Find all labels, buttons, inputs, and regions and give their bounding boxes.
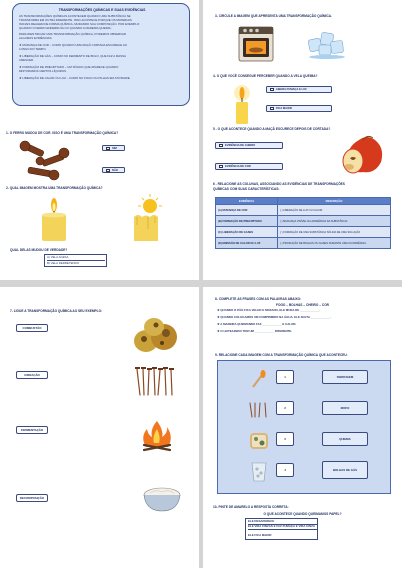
question-10-prompt: O QUE ACONTECE QUANDO QUEIMAMOS PAPEL? <box>263 512 342 516</box>
q2-option-b[interactable]: B) VELA DERRETENDO <box>47 261 79 265</box>
label-fermentacao[interactable]: FERMENTAÇÃO <box>16 426 48 434</box>
intro-text-5: PARA IDENTIFICAR UMA TRANSFORMAÇÃO QUÍMICA, PODEMOS OBSERVAR <box>19 32 126 36</box>
rusty-bolts-image <box>18 139 76 185</box>
evidence-item-1b: LONGO DO TEMPO. <box>19 47 47 51</box>
number-box-4[interactable]: 4 <box>276 463 294 477</box>
checkbox[interactable] <box>219 144 223 147</box>
word-label-bolhas: BOLHAS DE GÁS <box>332 468 358 472</box>
label-decomposicao[interactable]: DECOMPOSIÇÃO <box>16 494 48 502</box>
q10-option-2[interactable]: ELE VIRA CINZAS E FAZ FUMAÇA E VIRA CINZA <box>248 525 317 530</box>
sentence-2[interactable]: ★ QUANDO COLOCAMOS UM COMPRIMIDO NA ÁGUA, ELE SOLTA ____________. <box>217 315 331 319</box>
word-box-queima[interactable]: QUEIMA <box>322 432 368 446</box>
melting-ice-image <box>307 29 347 59</box>
option-label: LIBERA FUMAÇA E LUZ <box>276 88 307 91</box>
intro-text-1: AS TRANSFORMAÇÕES QUÍMICAS ACONTECEM QUANDO UMA SUBSTÂNCIA SE <box>19 14 131 18</box>
checkbox[interactable] <box>106 169 110 172</box>
table-header-evidence: EVIDÊNCIA <box>216 198 278 205</box>
q2-options-box <box>44 254 107 267</box>
checkbox[interactable] <box>219 165 223 168</box>
checkbox[interactable] <box>270 107 274 110</box>
intro-text-3: INICIAIS REAGEM DE FORMA QUÍMICA, MUDANDO SUA COMPOSIÇÃO. POR EXEMPLO: <box>19 22 140 26</box>
number-box-1[interactable]: 1 <box>276 370 294 384</box>
sentence-1[interactable]: ★ QUANDO O PÃO FICA VELHO E MOFADO, ELE MUDA DE ____________. <box>217 308 321 312</box>
label-oxidacao[interactable]: OXIDAÇÃO <box>16 371 48 379</box>
option-label: FICA MAIOR <box>276 107 292 110</box>
intro-text-4: QUANDO O FERRO ENFERRUJA OU QUANDO A MADEIRA QUEIMA. <box>19 26 112 30</box>
evidence-item-2a: ★ LIBERAÇÃO DE GÁS – COMO NO FERMENTO DE BOLO, QUE FAZ A MASSA <box>19 54 126 58</box>
table-cell-evidence: (C) LIBERAÇÃO DE GASES <box>216 227 278 238</box>
option-label: NÃO <box>112 169 118 172</box>
candle-image <box>231 84 253 124</box>
lit-match-image <box>250 369 266 389</box>
table-cell-evidence: (D) EMISSÃO DE CALOR OU LUZ <box>216 238 278 249</box>
worksheet-page-2 <box>203 0 402 280</box>
table-cell-description[interactable]: ( ) PRODUÇÃO DE BOLHAS OU GASES DURANTE UMA OCORRÊNCIA. <box>278 238 391 249</box>
option-label: EVIDÊNCIA DE CHEIRO <box>225 144 256 147</box>
yogurt-bowl-image <box>142 483 182 513</box>
table-cell-description[interactable]: ( ) FORMAÇÃO DE UMA SUBSTÂNCIA SÓLIDA DE UMA SOLUÇÃO <box>278 227 391 238</box>
rusty-nails-small-image <box>248 401 270 419</box>
question-1: 1- O FERRO MUDOU DE COR. ISSO É UMA TRANSFORMAÇÃO QUÍMICA? <box>6 131 119 135</box>
evidence-table <box>215 197 391 249</box>
table-cell-evidence: (B) FORMAÇÃO DE PRECIPITADO <box>216 216 278 227</box>
question-6-line-2: QUÍMICAS COM SUAS CARACTERÍSTICAS: <box>213 187 280 191</box>
worksheet-page-3 <box>0 287 199 568</box>
question-9: 9- RELACIONE CADA IMAGEM COM A TRANSFORMAÇÃO QUÍMICA QUE ACONTECEU. <box>215 353 348 357</box>
worksheet-page-4 <box>203 287 402 568</box>
checkbox[interactable] <box>106 147 110 150</box>
sentence-3[interactable]: ★ A MADEIRA QUEIMANDO FAZ ____________ E CALOR. <box>217 322 297 326</box>
word-bank: FOGO – BOLHAS – CHEIRO – COR <box>276 303 329 307</box>
lit-candle-image <box>38 197 70 243</box>
evidence-item-3b: MISTURAMOS CERTOS LÍQUIDOS. <box>19 69 67 73</box>
question-8: 8- COMPLETE AS FRASES COM AS PALAVRAS ABAIXO: <box>215 297 302 301</box>
word-box-mofo[interactable]: MOFO <box>322 401 368 415</box>
oven-image <box>239 27 273 61</box>
intro-box <box>12 3 190 106</box>
intro-text-2: TRANSFORMA EM OUTRA DIFERENTE. ISSO ACONTECE PORQUE OS MATERIAIS <box>19 18 132 22</box>
q1-option-nao[interactable] <box>102 167 125 173</box>
evidence-item-4: ★ LIBERAÇÃO DE CALOR OU LUZ – COMO NO FOGO OU PILHAS EM ATIVIDADE. <box>19 76 131 80</box>
question-2: 2- QUAL IMAGEM MOSTRA UMA TRANSFORMAÇÃO QUÍMICA? <box>6 186 103 190</box>
rotten-fruit-image <box>132 315 178 355</box>
fizzy-glass-image <box>249 461 269 483</box>
q2-option-a[interactable]: A) VELA ACESA <box>47 256 105 261</box>
label-combustao[interactable]: COMBUSTÃO <box>16 324 48 332</box>
sentence-4[interactable]: ★ O LEITEAZEDO TEM UM ____________ DIFERENTE. <box>217 329 293 333</box>
word-box-bolhas[interactable] <box>322 461 368 479</box>
worksheet-page-1 <box>0 0 199 280</box>
number-box-3[interactable]: 3 <box>276 432 294 446</box>
table-cell-description[interactable]: ( ) MUDANÇA VISÍVEL NA APARÊNCIA DA SUBSTÂNCIA <box>278 216 391 227</box>
rusty-nails-image <box>134 367 176 397</box>
melting-candle-image <box>128 197 168 243</box>
number-box-2[interactable]: 2 <box>276 401 294 415</box>
moldy-bread-image <box>248 431 270 451</box>
evidence-item-2b: CRESCER. <box>19 58 34 62</box>
table-cell-evidence: (A) MUDANÇA DE COR <box>216 205 278 216</box>
table-cell-description[interactable]: ( ) LIBERAÇÃO DE LUZ OU CALOR. <box>278 205 391 216</box>
evidence-item-3a: ★ FORMAÇÃO DE PRECIPITADO – UM SÓLIDO QUE APARECE QUANDO <box>19 65 119 69</box>
matching-panel <box>217 360 391 494</box>
question-6-line-1: 6 - RELACIONE AS COLUNAS, ASSOCIANDO AS EVIDÊNCIAS DE TRANSFORMAÇÕES <box>213 182 345 186</box>
q5-option-2[interactable] <box>215 163 283 170</box>
question-10: 10- PINTE DE AMARELO A RESPOSTA CORRETA: <box>213 505 289 509</box>
table-header-description: DESCRIÇÃO <box>278 198 391 205</box>
q5-option-1[interactable] <box>215 142 283 149</box>
intro-text-6: ALGUMAS EVIDÊNCIAS: <box>19 36 53 40</box>
q10-option-1[interactable]: ELE DESAPARECE <box>248 520 317 525</box>
q4-option-2[interactable] <box>266 105 332 112</box>
intro-title: TRANSFORMAÇÕES QUÍMICAS E SUAS EVIDÊNCIAS <box>58 8 146 12</box>
question-7: 7- LIGUE A TRANSFORMAÇÃO QUÍMICA AO SEU EXEMPLO: <box>10 309 103 313</box>
q4-option-1[interactable] <box>266 86 332 93</box>
question-5: 5 - O QUE ACONTECE QUANDO A MAÇÃ ESCURECE DEPOIS DE CORTADA? <box>213 127 331 131</box>
checkbox[interactable] <box>270 88 274 91</box>
evidence-item-1a: ★ MUDANÇA DE COR – COMO QUANDO UMA MAÇÃ CORTADA ESCURECE AO <box>19 43 128 47</box>
q1-option-sim[interactable] <box>102 145 125 151</box>
question-2b: QUAL DELAS MUDOU DE VERDADE? <box>10 248 68 252</box>
question-3: 3- CIRCULE A IMAGEM QUE APRESENTA UMA TRANSFORMAÇÃO QUÍMICA. <box>215 14 332 18</box>
question-4: 4- O QUE VOCÊ CONSEGUE PERCEBER QUANDO A VELA QUEIMA? <box>213 74 318 78</box>
q10-option-3[interactable]: ELE FICA MAIOR <box>248 533 272 537</box>
campfire-image <box>140 419 174 453</box>
word-box-ferrugem[interactable]: FERRUGEM <box>322 370 368 384</box>
option-label: EVIDÊNCIA DE COR <box>225 165 251 168</box>
sliced-apple-image <box>335 134 385 176</box>
q10-options-box <box>245 518 318 540</box>
option-label: SIM <box>112 147 117 150</box>
